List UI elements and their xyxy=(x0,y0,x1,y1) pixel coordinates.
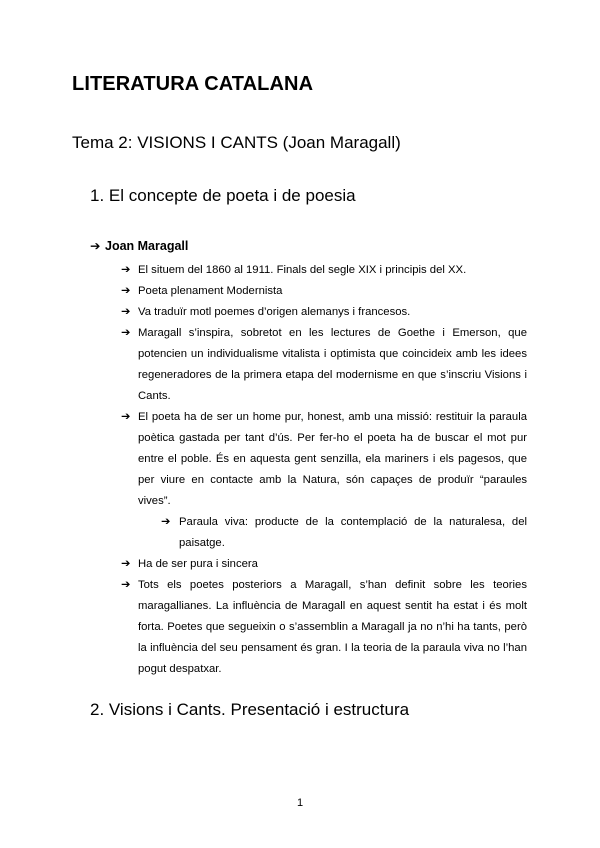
list-item-text: Tots els poetes posteriors a Maragall, s’han definit sobre les teories maragallianes. La influència de Maragall en aquest sentit ha estat i és molt forta. Poetes que segueixin o s’assemblin a Maragall ja no n’hi ha tants, però la influència del seu pensament és gran. I la teoria de la paraula viva no l’han pogut despatxar. xyxy=(138,579,527,675)
topic-subtitle: Tema 2: VISIONS I CANTS (Joan Maragall) xyxy=(72,133,401,152)
section-1-heading: 1. El concepte de poeta i de poesia xyxy=(90,186,356,205)
list-item xyxy=(121,302,527,323)
list-item xyxy=(121,260,527,281)
document-title: LITERATURA CATALANA xyxy=(72,73,314,95)
list-item xyxy=(121,554,527,575)
list-item-text: Paraula viva: producte de la contemplació de la naturalesa, del paisatge. xyxy=(179,516,527,549)
arrow-right-icon: ➔ xyxy=(121,411,131,423)
list-item-text: El poeta ha de ser un home pur, honest, amb una missió: restituir la paraula poètica gastada per tant d’ús. Per fer-ho el poeta ha de buscar el mot pur entre el poble. És en aquesta gent senzilla, ela mariners i els pagesos, que per viure en contacte amb la Natura, són capaçes de produïr “paraules vives”. xyxy=(138,411,527,507)
bullet-list xyxy=(121,260,527,680)
arrow-right-icon: ➔ xyxy=(121,558,131,570)
section-2-heading: 2. Visions i Cants. Presentació i estructura xyxy=(90,700,410,719)
arrow-right-icon: ➔ xyxy=(121,327,131,339)
arrow-right-icon: ➔ xyxy=(90,239,101,253)
list-item xyxy=(121,323,527,407)
list-item-text: Ha de ser pura i sincera xyxy=(138,558,258,570)
arrow-right-icon: ➔ xyxy=(121,306,131,318)
page-number: 1 xyxy=(296,797,304,809)
arrow-right-icon: ➔ xyxy=(121,285,131,297)
arrow-right-icon: ➔ xyxy=(161,516,171,528)
list-item-text: El situem del 1860 al 1911. Finals del segle XIX i principis del XX. xyxy=(138,264,467,276)
nested-list-item xyxy=(161,512,527,554)
arrow-right-icon: ➔ xyxy=(121,264,131,276)
subsection-joan-maragall xyxy=(90,238,188,254)
subsection-title: Joan Maragall xyxy=(105,239,189,253)
arrow-right-icon: ➔ xyxy=(121,579,131,591)
list-item-text: Maragall s’inspira, sobretot en les lectures de Goethe i Emerson, que potencien un individualisme vitalista i optimista que coincideix amb les idees regeneradores de la primera etapa del modernisme en que s’inscriu Visions i Cants. xyxy=(138,327,527,402)
list-item xyxy=(121,575,527,680)
list-item-text: Va traduïr motl poemes d’origen alemanys i francesos. xyxy=(138,306,411,318)
list-item-text: Poeta plenament Modernista xyxy=(138,285,283,297)
list-item xyxy=(121,281,527,302)
list-item xyxy=(121,407,527,512)
